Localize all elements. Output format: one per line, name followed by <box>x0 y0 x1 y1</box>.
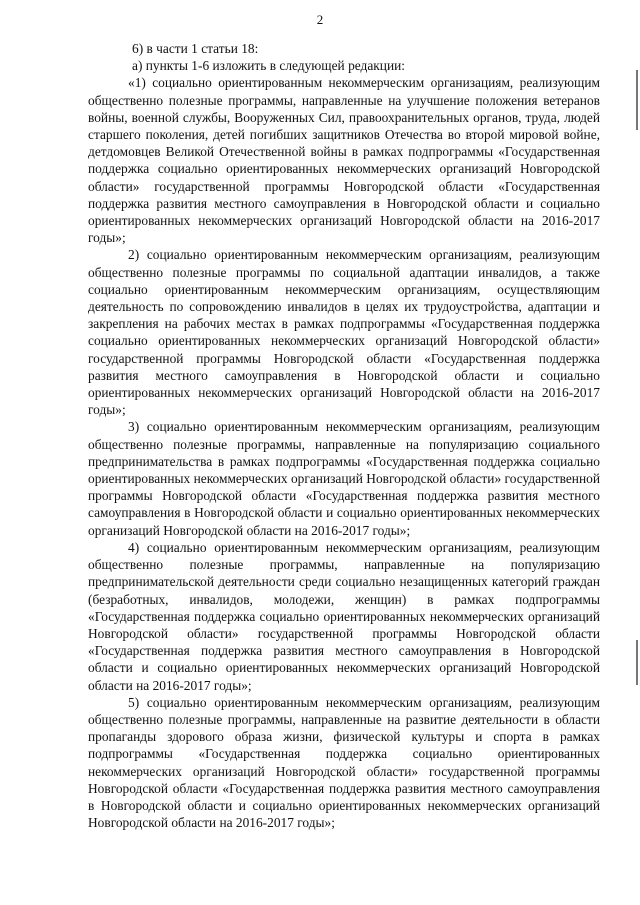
document-body <box>88 40 600 831</box>
paragraph-item-1: «1) социально ориентированным некоммерческим организациям, реализующим общественно полезные программы, направленные на улучшение положения ветеранов войны, военной службы, Вооруженных Сил, правоохранительных органов, труда, людей старшего поколения, детей погибших защитников Отечества во второй мировой войне, детдомовцев Великой Отечественной войны в рамках подпрограммы «Государственная поддержка социально ориентированных некоммерческих организаций Новгородской области» государственной программы Новгородской области «Государственная поддержка развития местного самоуправления в Новгородской области и социально ориентированных некоммерческих организаций Новгородской области на 2016-2017 годы»; <box>88 75 600 246</box>
paragraph-item-4: 4) социально ориентированным некоммерческим организациям, реализующим общественно полезные программы, направленные на популяризацию предпринимательской деятельности среди социально незащищенных категорий граждан (безработных, инвалидов, молодежи, женщин) в рамках подпрограммы «Государственная поддержка социально ориентированных некоммерческих организаций Новгородской области» государственной программы Новгородской области «Государственная поддержка развития местного самоуправления в Новгородской области и социально ориентированных некоммерческих организаций Новгородской области на 2016-2017 годы»; <box>88 539 600 693</box>
paragraph-item-5: 5) социально ориентированным некоммерческим организациям, реализующим общественно полезные программы, направленные на развитие деятельности в области пропаганды здорового образа жизни, физической культуры и спорта в рамках подпрограммы «Государственная поддержка социально ориентированных некоммерческих организаций Новгородской области» государственной программы Новгородской области «Государственная поддержка развития местного самоуправления в Новгородской области и социально ориентированных некоммерческих организаций Новгородской области на 2016-2017 годы»; <box>88 694 600 831</box>
scan-mark <box>636 70 638 130</box>
scan-edge-marks <box>634 0 638 905</box>
intro-line-article: 6) в части 1 статьи 18: <box>132 41 259 56</box>
page-number: 2 <box>316 12 324 27</box>
paragraph-item-2: 2) социально ориентированным некоммерческим организациям, реализующим общественно полезные программы по социальной адаптации инвалидов, а также социально ориентированным некоммерческим организациям, осуществляющим деятельность по сопровождению инвалидов в целях их трудоустройства, адаптации и закрепления на рабочих местах в рамках подпрограммы «Государственная поддержка социально ориентированных некоммерческих организаций Новгородской области» государственной программы Новгородской области «Государственная поддержка развития местного самоуправления в Новгородской области и социально ориентированных некоммерческих организаций Новгородской области на 2016-2017 годы»; <box>88 247 600 418</box>
scan-mark <box>636 640 638 685</box>
paragraph-item-3: 3) социально ориентированным некоммерческим организациям, реализующим общественно полезные программы, направленные на популяризацию социального предпринимательства в рамках подпрограммы «Государственная поддержка социально ориентированных некоммерческих организаций Новгородской области» государственной программы Новгородской области «Государственная поддержка развития местного самоуправления в Новгородской области и социально ориентированных некоммерческих организаций Новгородской области на 2016-2017 годы»; <box>88 419 600 538</box>
intro-line-points: а) пункты 1-6 изложить в следующей редакции: <box>132 58 406 74</box>
